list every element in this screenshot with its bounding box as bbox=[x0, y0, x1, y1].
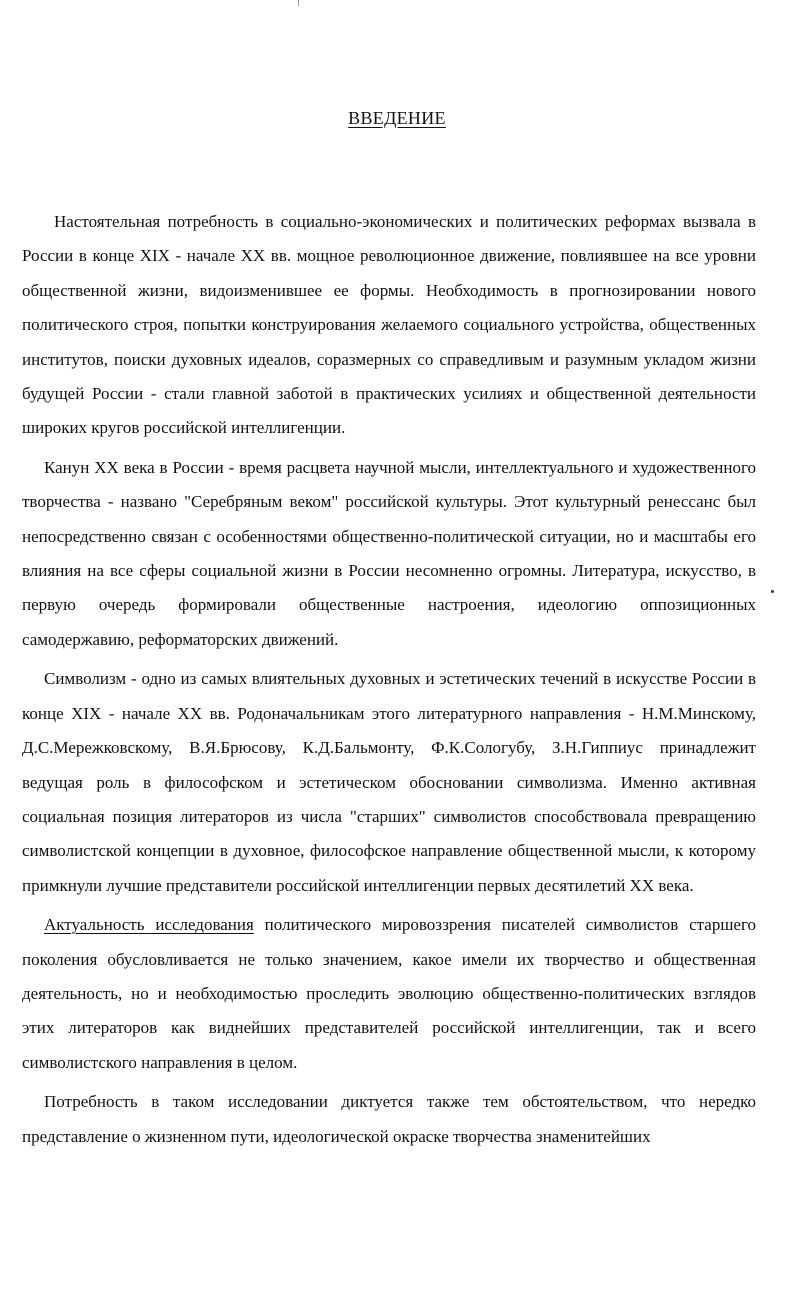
scan-mark bbox=[298, 0, 299, 6]
paragraph-2: Канун XX века в России - время расцвета научной мысли, интеллектуального и художественного творчества - названо "Серебряным веком" российской культуры. Этот культурный ренессанс был непосредственно связан с особенностями общественно-политической ситуации, но и масштабы его влияния на все сферы социальной жизни в России несомненно огромны. Литература, искусство, в первую очередь формировали общественные настроения, идеологию оппозиционных самодержавию, реформаторских движений. bbox=[22, 457, 756, 649]
paragraph-4-text: политического мировоззрения писателей символистов старшего поколения обусловливается не только значением, какое имели их творчество и общественная деятельность, но и необходимостью проследить эволюцию общественно-политических взглядов этих литераторов как виднейших представителей российской интеллигенции, так и всего символистского направления в целом. bbox=[22, 915, 757, 1072]
paragraph-3: Символизм - одно из самых влиятельных духовных и эстетических течений в искусстве России в конце XIX - начале XX вв. Родоначальникам этого литературного направления - Н.М.Минскому, Д.С.Мережковскому, В.Я.Брюсову, К.Д.Бальмонту, Ф.К.Сологубу, З.Н.Гиппиус принадлежит ведущая роль в философском и эстетическом обосновании символизма. Именно активная социальная позиция литераторов из числа "старших" символистов способствовала превращению символистской концепции в духовное, философское направление общественной мысли, к которому примкнули лучшие представители российской интеллигенции первых десятилетий XX века. bbox=[22, 669, 756, 895]
body-text bbox=[22, 205, 756, 1159]
underlined-term: Актуальность исследования bbox=[44, 915, 254, 935]
paragraph-4 bbox=[22, 908, 756, 1080]
paragraph-5: Потребность в таком исследовании диктуется также тем обстоятельством, что нередко представление о жизненном пути, идеологической окраске творчества знаменитейших bbox=[22, 1092, 756, 1146]
page-title: ВВЕДЕНИЕ bbox=[348, 108, 446, 128]
paragraph-1: Настоятельная потребность в социально-экономических и политических реформах вызвала в России в конце XIX - начале XX вв. мощное революционное движение, повлиявшее на все уровни общественной жизни, видоизменившее ее формы. Необходимость в прогнозировании нового политического строя, попытки конструирования желаемого социального устройства, общественных институтов, поиски духовных идеалов, соразмерных со справедливым и разумным укладом жизни будущей России - стали главной заботой в практических усилиях и общественной деятельности широких кругов российской интеллигенции. bbox=[22, 212, 756, 438]
scan-speck bbox=[771, 590, 774, 593]
